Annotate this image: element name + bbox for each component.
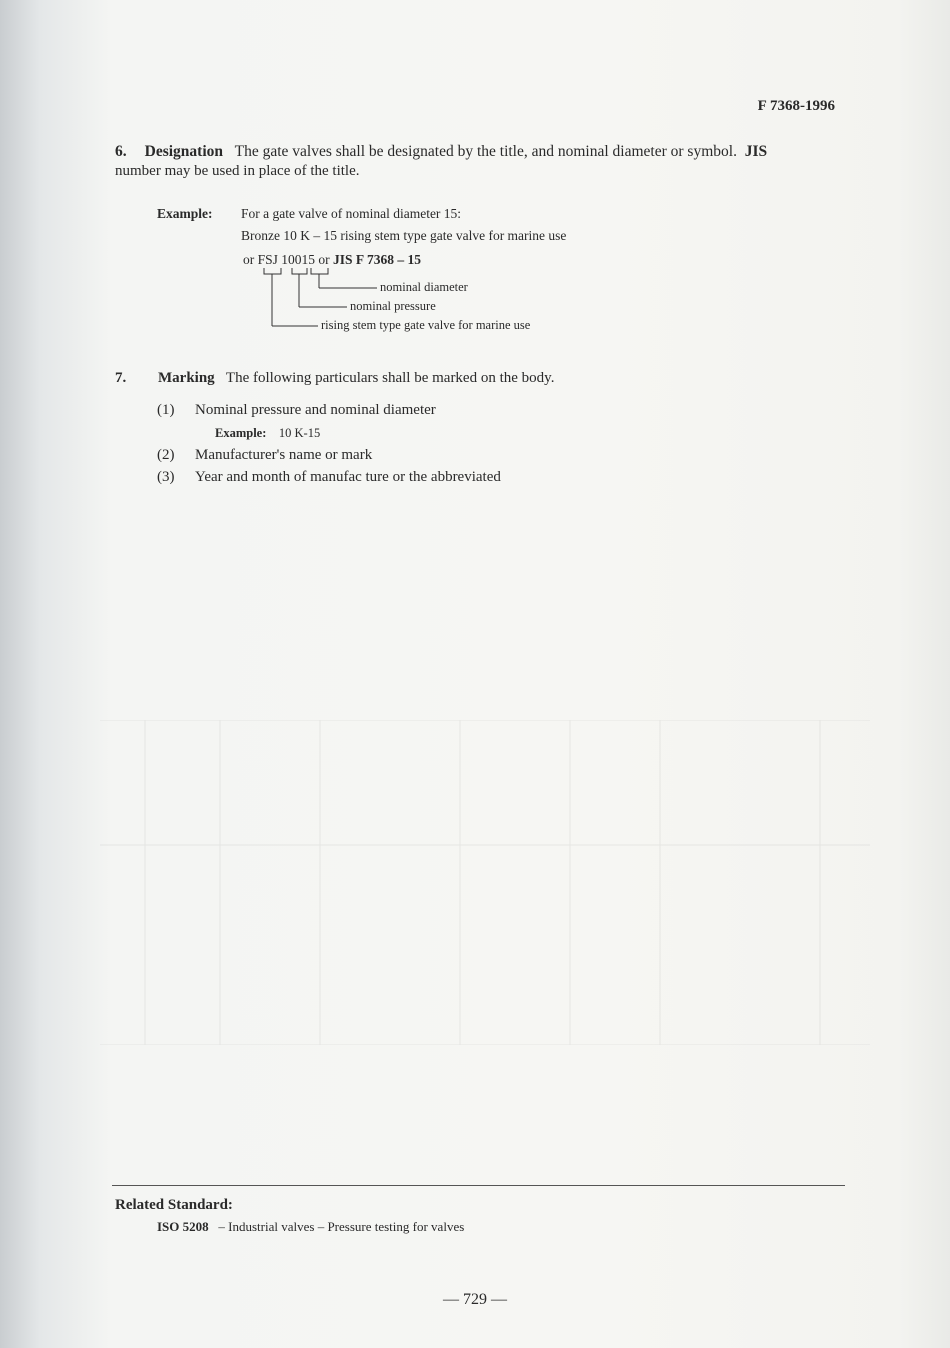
section-6-title: Designation <box>144 143 223 160</box>
annotation-rising-stem: rising stem type gate valve for marine use <box>321 318 531 332</box>
related-standard-item <box>157 1219 464 1235</box>
related-standard-description: – Industrial valves – Pressure testing for valves <box>218 1219 465 1234</box>
example-line-3-jis: JIS F 7368 – 15 <box>333 252 422 267</box>
document-id: F 7368-1996 <box>757 98 835 114</box>
annotation-nominal-diameter: nominal diameter <box>380 280 468 294</box>
example-line-3-prefix: or FSJ 10015 or <box>243 252 330 267</box>
section-6-paragraph-line2: number may be used in place of the title. <box>115 163 360 179</box>
marking-example-label: Example: <box>215 426 267 440</box>
example-line-2: Bronze 10 K – 15 rising stem type gate valve for marine use <box>241 228 567 243</box>
section-6-number: 6. <box>115 143 127 160</box>
marking-item-3-num: (3) <box>157 469 175 485</box>
example-label: Example: <box>157 206 213 221</box>
section-6-text: The gate valves shall be designated by the title, and nominal diameter or symbol. <box>234 143 737 160</box>
marking-item-1-num: (1) <box>157 402 175 418</box>
marking-example-value: 10 K-15 <box>278 426 321 440</box>
marking-item-1-text: Nominal pressure and nominal diameter <box>195 402 436 418</box>
section-7-title: Marking <box>158 370 215 386</box>
section-7-number: 7. <box>115 370 127 386</box>
marking-item-2 <box>157 447 372 464</box>
section-7-text: The following particulars shall be marked on the body. <box>225 370 555 386</box>
marking-item-3-text: Year and month of manufac ture or the abbreviated <box>195 469 501 485</box>
marking-item-2-text: Manufacturer's name or mark <box>195 447 373 463</box>
marking-item-3 <box>157 469 501 486</box>
annotation-nominal-pressure: nominal pressure <box>350 299 436 313</box>
related-standard-code: ISO 5208 <box>157 1219 209 1234</box>
section-6-jis: JIS <box>744 143 768 160</box>
page-number: — 729 — <box>443 1291 507 1308</box>
marking-item-2-num: (2) <box>157 447 175 463</box>
marking-item-1-example <box>215 426 320 441</box>
footer-divider <box>112 1185 845 1186</box>
example-line-1: For a gate valve of nominal diameter 15: <box>241 206 462 221</box>
marking-item-1 <box>157 402 436 419</box>
show-through-table-ghost <box>100 720 870 1045</box>
related-standard-title: Related Standard: <box>115 1197 233 1213</box>
section-7-heading <box>115 370 554 387</box>
